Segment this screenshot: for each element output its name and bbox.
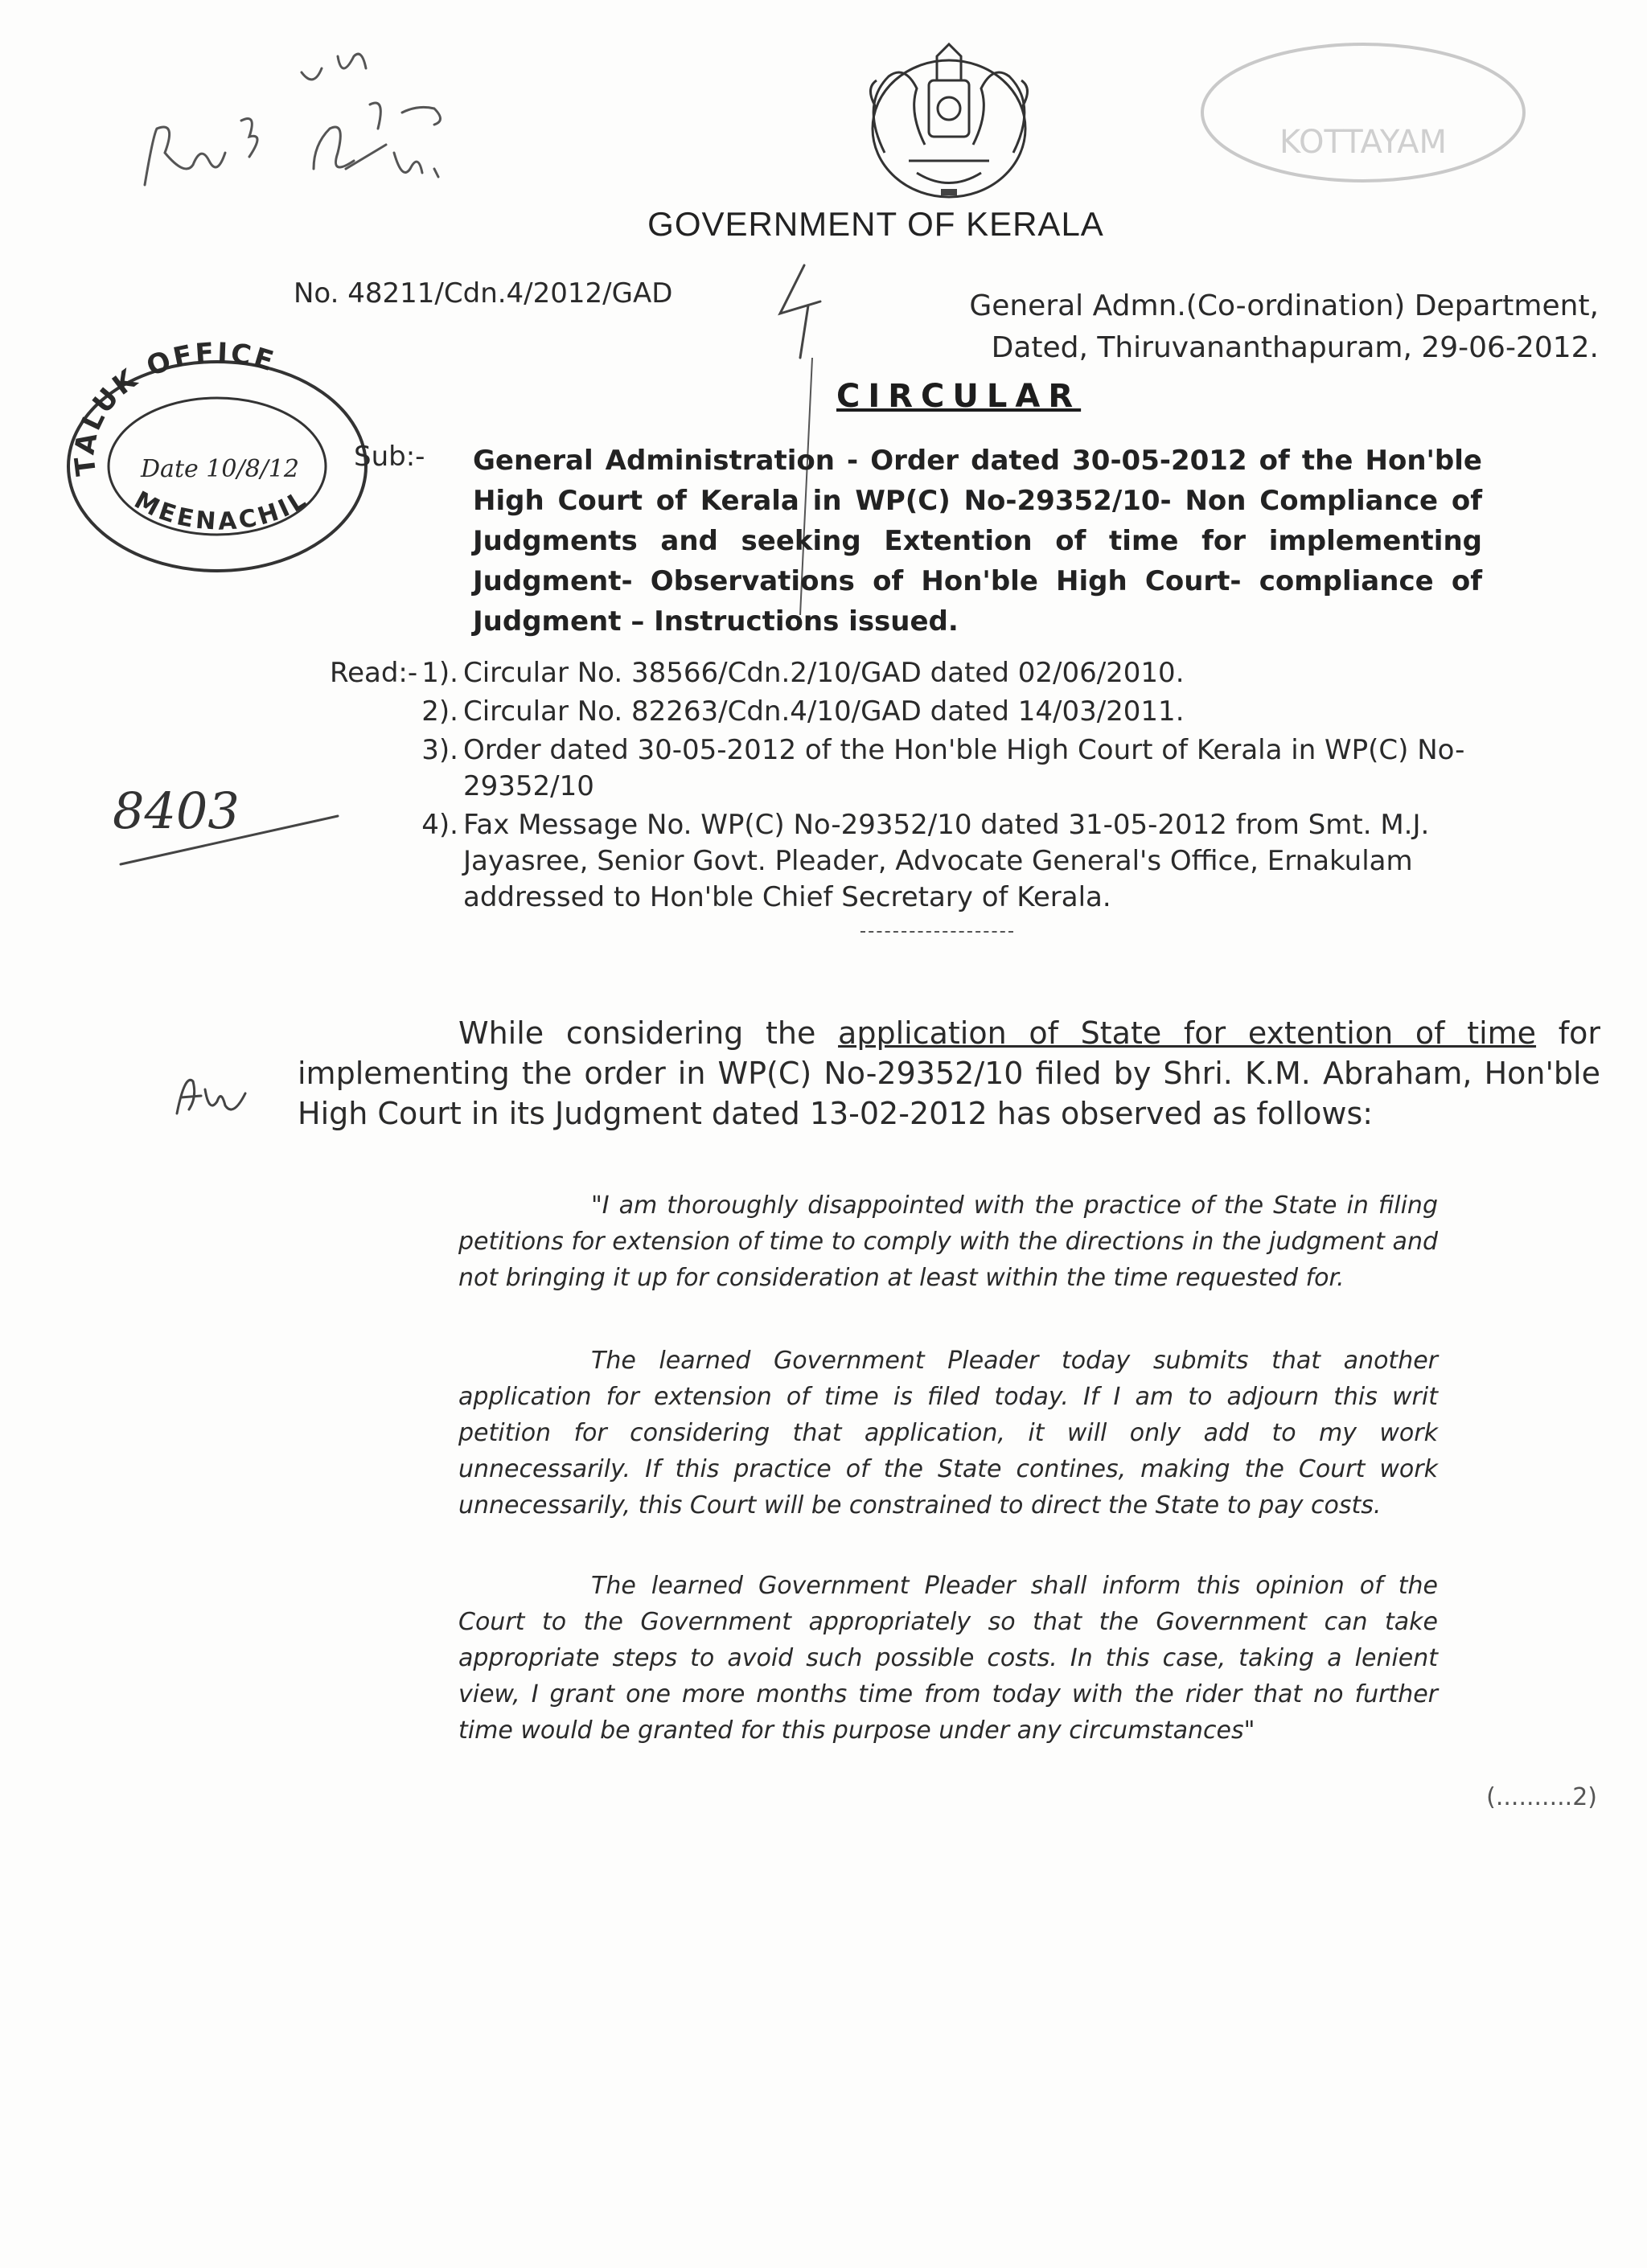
- read-item: [330, 732, 1480, 805]
- faint-stamp-text: KOTTAYAM: [1279, 124, 1448, 161]
- body-intro-end: for implementing the order in WP(C) No-29352/10 filed by Shri. K.M. Abraham, Hon'ble High Court in its Judgment dated 13-02-2012 has observed as follows:: [298, 1015, 1600, 1131]
- read-item: [330, 694, 1480, 730]
- subject-label: Sub:-: [354, 441, 425, 473]
- stamp-place-text: MEENACHIL: [129, 484, 314, 536]
- handwritten-note-icon: [129, 24, 515, 209]
- read-item-text: Fax Message No. WP(C) No-29352/10 dated 31-05-2012 from Smt. M.J. Jayasree, Senior Govt. Pleader, Advocate General's Office, Ernakulam addressed to Hon'ble Chief Secretary of Kerala.: [463, 809, 1430, 913]
- stamp-date-text: Date 10/8/12: [141, 455, 299, 483]
- quote-paragraph-1: "I am thoroughly disappointed with the practice of the State in filing petitions for extension of time to comply with the directions in the judgment and not bringing it up for consideration at least within the time requested for.: [458, 1191, 1438, 1292]
- read-item: [330, 655, 1480, 691]
- read-item-number: 3).: [421, 734, 458, 766]
- taluk-office-stamp: [48, 342, 378, 591]
- read-item-text: Circular No. 82263/Cdn.4/10/GAD dated 14/03/2011.: [463, 695, 1185, 728]
- government-heading: GOVERNMENT OF KERALA: [647, 205, 1104, 243]
- pen-mark-icon: [764, 257, 852, 362]
- page-continuation: (..........2): [1486, 1783, 1597, 1811]
- kerala-emblem-icon: [828, 32, 1070, 213]
- read-label: Read:-: [330, 657, 418, 689]
- faint-stamp-icon: [1190, 32, 1536, 193]
- read-references: [330, 655, 1480, 918]
- read-item-number: 4).: [421, 809, 458, 841]
- read-item-text: Circular No. 38566/Cdn.2/10/GAD dated 02/06/2010.: [463, 657, 1185, 689]
- stamp-office-text: TALUK OFFICE: [68, 342, 280, 478]
- handwritten-initials-icon: [169, 1065, 257, 1130]
- body-paragraph: [298, 1013, 1600, 1134]
- dated-line: Dated, Thiruvananthapuram, 29-06-2012.: [991, 331, 1599, 364]
- subject-text: General Administration - Order dated 30-05-2012 of the Hon'ble High Court of Kerala in WP(C) No-29352/10- Non Compliance of Judgments and seeking Extention of time for implementing Judgment- Observations of Hon'ble High Court- compliance of Judgment – Instructions issued.: [473, 445, 1482, 638]
- document-title: CIRCULAR: [836, 378, 1082, 415]
- svg-text:MEENACHIL: [129, 484, 314, 535]
- quote-paragraph-3: The learned Government Pleader shall inform this opinion of the Court to the Government appropriately so that the Government can take appropriate steps to avoid such possible costs. In this case, taking a lenient view, I grant one more months time from today with the rider that no further time would be granted for this purpose under any circumstances": [458, 1572, 1438, 1745]
- read-item-text: Order dated 30-05-2012 of the Hon'ble High Court of Kerala in WP(C) No-29352/10: [463, 734, 1465, 802]
- department-block: [969, 285, 1599, 369]
- read-item-number: 1).: [421, 657, 458, 689]
- handwritten-ref-text: Ref. 3: [153, 172, 216, 199]
- divider: [860, 931, 1013, 933]
- handwritten-number-icon: [97, 764, 354, 884]
- body-intro-underlined: application of State for extention of time: [838, 1015, 1537, 1051]
- quote-paragraph-2: The learned Government Pleader today submits that another application for extension of time is filed today. If I am to adjourn this writ petition for considering that application, it will only add to my work unnecessarily. If this practice of the State contines, making the Court work unnecessarily, this Court will be constrained to direct the State to pay costs.: [458, 1347, 1438, 1520]
- read-item: [330, 807, 1480, 916]
- handwritten-number-text: 8403: [113, 781, 240, 840]
- reference-number: No. 48211/Cdn.4/2012/GAD: [294, 277, 673, 310]
- read-item-number: 2).: [421, 695, 458, 728]
- department-name: General Admn.(Co-ordination) Department,: [969, 289, 1599, 322]
- body-intro-start: While considering the: [458, 1015, 816, 1051]
